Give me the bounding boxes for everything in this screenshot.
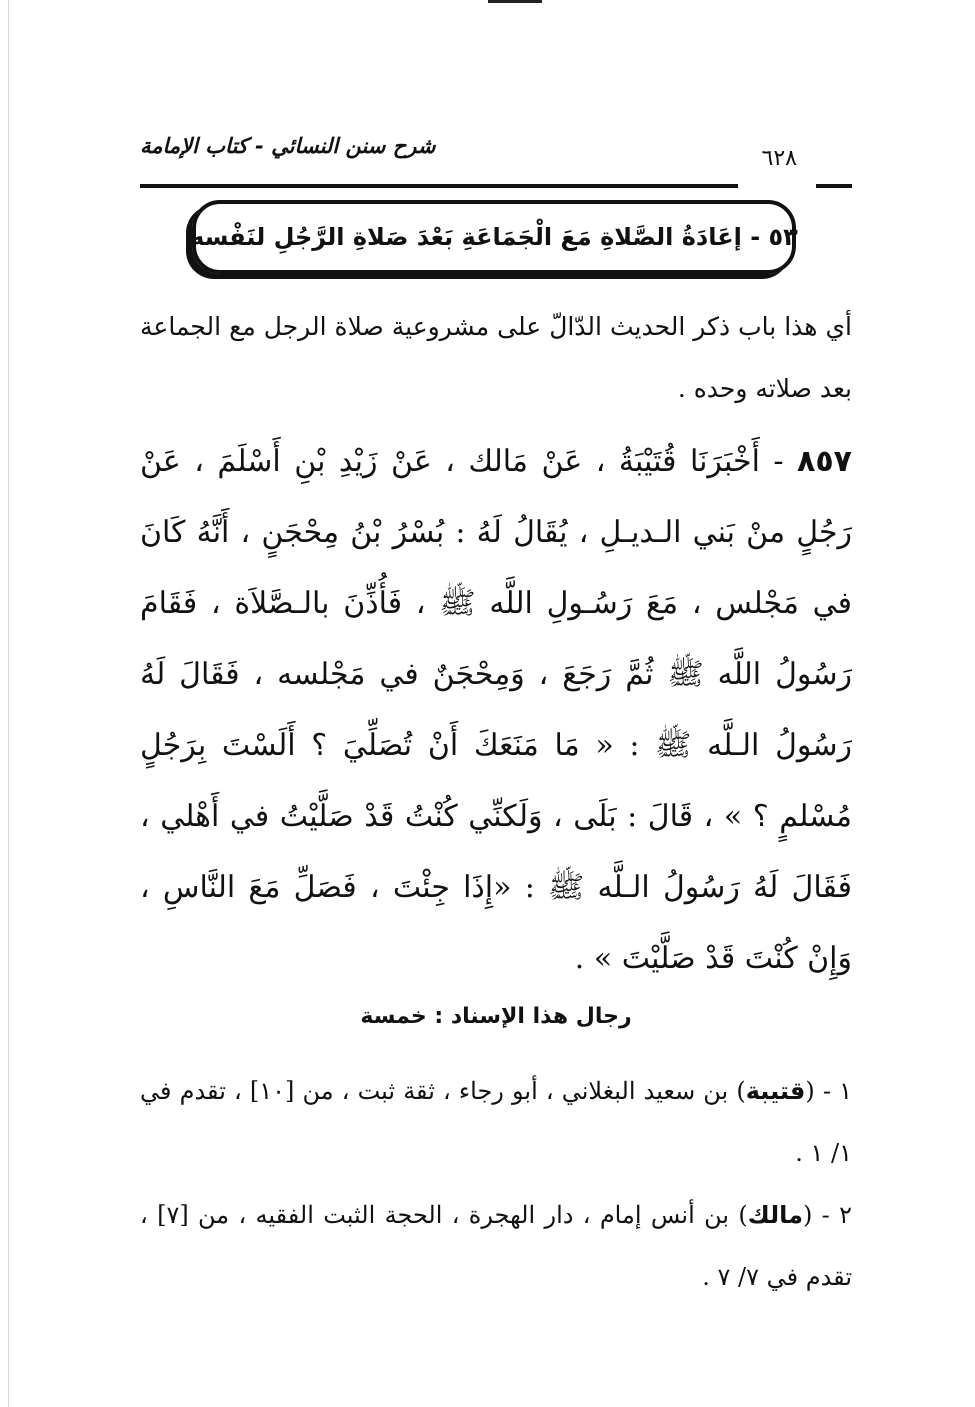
- hadith-text: أَخْبَرَنَا قُتَيْبَةُ ، عَنْ مَالك ، عَنْ زَيْدِ بْنِ أَسْلَمَ ، عَنْ رَجُلٍ منْ بَني الـديـلِ ، يُقَالُ لَهُ : بُسْرُ بْنُ مِحْجَنٍ ، أَنَّهُ كَانَ في مَجْلس ، مَعَ رَسُـولِ اللَّه ﷺ ، فَأُذِّنَ بالـصَّلاَة ، فَقَامَ رَسُولُ اللَّه ﷺ ثُمَّ رَجَعَ ، وَمِحْجَنٌ في مَجْلسه ، فَقَالَ لَهُ رَسُولُ الـلَّه ﷺ : « مَا مَنَعَكَ أَنْ تُصَلِّيَ ؟ أَلَسْتَ بِرَجُلٍ مُسْلمٍ ؟ » ، قَالَ : بَلَى ، وَلَكنِّي كُنْتُ قَدْ صَلَّيْتُ في أَهْلي ، فَقَالَ لَهُ رَسُولُ الـلَّه ﷺ : «إِذَا جِئْتَ ، فَصَلِّ مَعَ النَّاسِ ، وَإِنْ كُنْتَ قَدْ صَلَّيْتَ » .: [140, 444, 852, 976]
- narrators-heading: رجال هذا الإسناد : خمسة: [360, 1004, 632, 1029]
- intro-paragraph: أي هذا باب ذكر الحديث الدّالّ على مشروعية صلاة الرجل مع الجماعة بعد صلاته وحده .: [140, 312, 852, 403]
- hadith-dash: -: [759, 444, 784, 479]
- header-rule-short: [816, 184, 852, 188]
- hadith-paragraph: [140, 426, 852, 994]
- top-mark: [488, 0, 542, 3]
- chapter-title: ٥٣ - إعَادَةُ الصَّلاةِ مَعَ الْجَمَاعَةِ بَعْدَ صَلاةِ الرَّجُلِ لنَفْسه: [190, 223, 798, 251]
- book-title: شرح سنن النسائي - كتاب الإمامة: [140, 134, 436, 158]
- chapter-title-box: [192, 200, 796, 274]
- narrator-item: [140, 1184, 852, 1308]
- header-rule: [140, 184, 738, 188]
- narrator-item: [140, 1060, 852, 1184]
- narrators-list: [140, 1060, 852, 1308]
- running-head: [140, 134, 852, 178]
- narrator-prefix: ١ - (: [805, 1077, 853, 1105]
- narrator-details: ) بن أنس إمام ، دار الهجرة ، الحجة الثبت الفقيه ، من [٧] ، تقدم في ٧/ ٧ .: [140, 1201, 852, 1291]
- narrator-name: قتيبة: [745, 1077, 806, 1105]
- narrator-prefix: ٢ - (: [802, 1201, 852, 1229]
- hadith-number: ٨٥٧: [797, 444, 852, 479]
- narrator-details: ) بن سعيد البغلاني ، أبو رجاء ، ثقة ثبت ، من [١٠] ، تقدم في ١/ ١ .: [140, 1077, 852, 1167]
- narrator-name: مالك: [747, 1201, 803, 1229]
- scan-edge: [0, 0, 9, 1407]
- page-number: ٦٢٨: [761, 146, 797, 171]
